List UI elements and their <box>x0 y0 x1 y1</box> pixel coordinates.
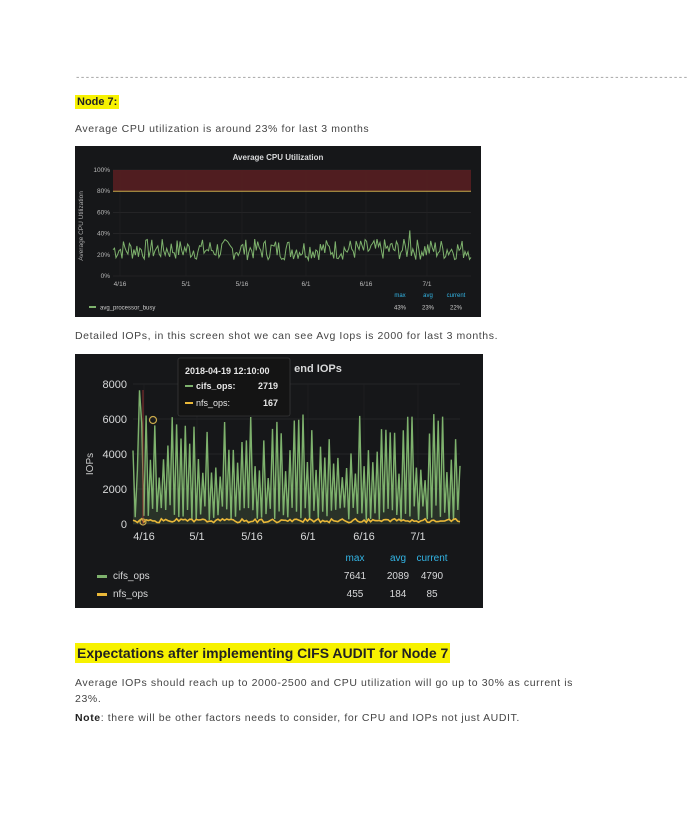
iops-x-tick: 6/16 <box>353 531 375 543</box>
tooltip-nfs-name: nfs_ops: <box>196 398 231 408</box>
iops-x-tick: 5/16 <box>241 531 263 543</box>
iops-legend-header-max: max <box>345 553 365 564</box>
tooltip-cifs-value: 2719 <box>257 381 278 391</box>
iops-legend-value: 455 <box>346 589 364 600</box>
cpu-y-tick: 100% <box>93 167 110 174</box>
cpu-x-tick: 6/16 <box>359 281 373 288</box>
iops-legend-header-avg: avg <box>389 553 407 564</box>
cpu-legend-header-current: current <box>446 293 466 299</box>
expectations-heading-text: Expectations after implementing CIFS AUDIT for Node 7 <box>77 645 449 661</box>
cpu-utilization-panel <box>75 146 481 317</box>
note-label: Note <box>75 712 101 724</box>
cpu-legend-name: avg_processor_busy <box>100 305 156 312</box>
hover-tooltip <box>178 358 290 416</box>
expectations-heading <box>75 645 450 661</box>
cpu-x-tick: 7/1 <box>422 281 432 288</box>
cpu-y-axis-label: Average CPU Utilization <box>78 191 85 261</box>
cpu-chart-title: Average CPU Utilization <box>232 153 324 162</box>
note-paragraph <box>75 712 520 724</box>
iops-chart <box>75 354 483 608</box>
iops-y-tick: 0 <box>120 519 127 531</box>
cpu-y-tick: 0% <box>100 273 110 280</box>
cpu-x-tick: 5/1 <box>181 281 191 288</box>
iops-legend-swatch-cifs_ops <box>97 575 107 578</box>
cpu-legend-header-max: max <box>394 293 406 299</box>
cpu-intro-text: Average CPU utilization is around 23% for last 3 months <box>75 123 370 135</box>
note-text: : there will be other factors needs to consider, for CPU and IOPs not just AUDIT. <box>100 712 520 724</box>
iops-y-tick: 6000 <box>102 414 127 426</box>
tooltip-time: 2018-04-19 12:10:00 <box>185 366 270 376</box>
iops-legend-name-nfs_ops: nfs_ops <box>113 589 149 600</box>
cpu-series-line <box>113 230 471 260</box>
cpu-legend-swatch <box>89 306 96 308</box>
iops-x-tick: 4/16 <box>133 531 155 543</box>
cpu-y-tick: 40% <box>96 230 110 238</box>
iops-legend-value: 85 <box>426 589 438 600</box>
cpu-threshold-band <box>113 170 471 191</box>
iops-y-tick: 2000 <box>102 484 127 496</box>
iops-x-tick: 7/1 <box>410 531 426 543</box>
iops-y-tick: 8000 <box>102 379 127 391</box>
expectations-text: Average IOPs should reach up to 2000-2500 and CPU utilization will go up to 30% as current is 23%. <box>75 677 574 705</box>
iops-legend-value: 184 <box>389 589 407 600</box>
cpu-legend-value: 22% <box>449 305 463 312</box>
cpu-y-tick: 80% <box>96 188 110 196</box>
iops-legend-value: 2089 <box>386 571 410 582</box>
iops-legend-name-cifs_ops: cifs_ops <box>113 571 150 582</box>
iops-chart-title: end IOPs <box>294 363 342 375</box>
tooltip-nfs-value: 167 <box>262 398 278 408</box>
iops-panel <box>75 354 483 608</box>
dashed-divider: ----------------------------------------------------------------------------------------------------------------------------- <box>75 73 688 83</box>
cpu-x-tick: 6/1 <box>301 281 311 288</box>
node-heading <box>75 96 119 108</box>
cpu-utilization-chart <box>75 146 481 317</box>
iops-legend-value: 7641 <box>343 571 367 582</box>
iops-x-tick: 6/1 <box>300 531 316 543</box>
iops-x-tick: 5/1 <box>189 531 205 543</box>
cpu-x-tick: 5/16 <box>235 281 249 288</box>
iops-legend-value: 4790 <box>420 571 444 582</box>
cpu-y-tick: 20% <box>96 251 110 259</box>
cpu-x-tick: 4/16 <box>113 281 127 288</box>
cpu-y-tick: 60% <box>96 209 110 217</box>
iops-legend-header-current: current <box>416 553 448 564</box>
iops-y-tick: 4000 <box>102 449 127 461</box>
hover-point-cifs <box>150 417 157 424</box>
node-heading-text: Node 7: <box>77 96 118 108</box>
tooltip-cifs-name: cifs_ops: <box>196 381 236 391</box>
cpu-legend-value: 23% <box>421 305 435 312</box>
iops-intro-text: Detailed IOPs, in this screen shot we can see Avg Iops is 2000 for last 3 months. <box>75 330 499 342</box>
cpu-legend-value: 43% <box>393 305 407 312</box>
iops-legend-swatch-nfs_ops <box>97 593 107 596</box>
iops-y-axis-label: IOPs <box>85 452 96 476</box>
cpu-legend-header-avg: avg <box>423 293 433 299</box>
